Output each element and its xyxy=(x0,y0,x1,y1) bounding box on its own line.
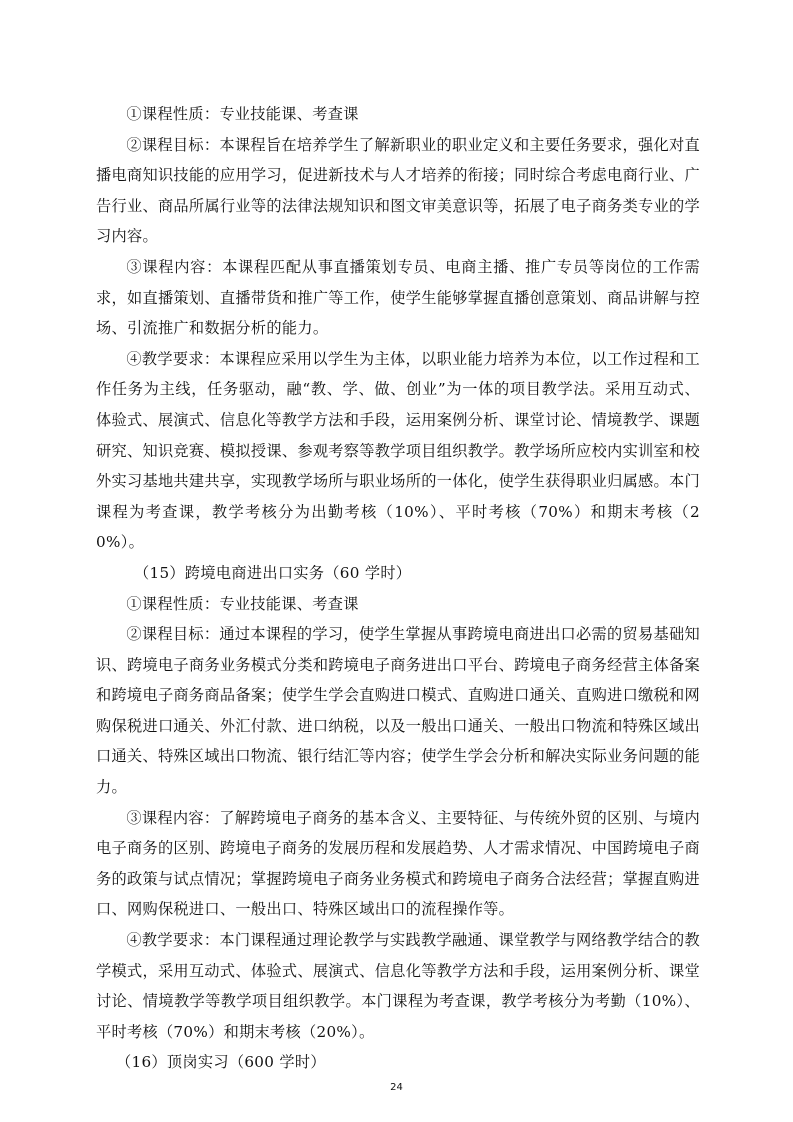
course14-objective: ②课程目标：本课程旨在培养学生了解新职业的职业定义和主要任务要求，强化对直播电商知识技能的应用学习，促进新技术与人才培养的衔接；同时综合考虑电商行业、广告行业、商品所属行业等的法律法规知识和图文审美意识等，拓展了电子商务类专业的学习内容。 xyxy=(96,135,701,246)
course14-nature: ①课程性质：专业技能课、考查课 xyxy=(126,105,359,123)
course16-heading: （16）顶岗实习（600 学时） xyxy=(116,1053,326,1072)
course15-requirements: ④教学要求：本门课程通过理论教学与实践教学融通、课堂教学与网络教学结合的教学模式，采用互动式、体验式、展演式、信息化等教学方法和手段，运用案例分析、课堂讨论、情境教学等教学项目组织教学。本门课程为考查课，教学考核分为考勤（10%）、平时考核（70%）和期末考核（20%）。 xyxy=(96,931,701,1041)
course15-objective: ②课程目标：通过本课程的学习，使学生掌握从事跨境电商进出口必需的贸易基础知识、跨境电子商务业务模式分类和跨境电子商务进出口平台、跨境电子商务经营主体备案和跨境电子商务商品备案；使学生学会直购进口模式、直购进口通关、直购进口缴税和网购保税进口通关、外汇付款、进口纳税，以及一般出口通关、一般出口物流和特殊区域出口通关、特殊区域出口物流、银行结汇等内容；使学生学会分析和解决实际业务问题的能力。 xyxy=(96,625,701,797)
course14-content: ③课程内容：本课程匹配从事直播策划专员、电商主播、推广专员等岗位的工作需求，如直播策划、直播带货和推广等工作，使学生能够掌握直播创意策划、商品讲解与控场、引流推广和数据分析的能力。 xyxy=(96,257,701,338)
page-number: 24 xyxy=(390,1082,403,1093)
course15-heading: （15）跨境电商进出口实务（60 学时） xyxy=(134,563,412,582)
course14-requirements: ④教学要求：本课程应采用以学生为主体，以职业能力培养为本位，以工作过程和工作任务为主线，任务驱动，融“教、学、做、创业”为一体的项目教学法。采用互动式、体验式、展演式、信息化等教学方法和手段，运用案例分析、课堂讨论、情境教学、课题研究、知识竞赛、模拟授课、参观考察等教学项目组织教学。教学场所应校内实训室和校外实习基地共建共享，实现教学场所与职业场所的一体化，使学生获得职业归属感。本门课程为考查课，教学考核分为出勤考核（10%）、平时考核（70%）和期末考核（20%）。 xyxy=(96,349,701,552)
course15-content: ③课程内容：了解跨境电子商务的基本含义、主要特征、与传统外贸的区别、与境内电子商务的区别、跨境电子商务的发展历程和发展趋势、人才需求情况、中国跨境电子商务的政策与试点情况；掌握跨境电子商务业务模式和跨境电子商务合法经营；掌握直购进口、网购保税进口、一般出口、特殊区域出口的流程操作等。 xyxy=(96,808,701,919)
course15-nature: ①课程性质：专业技能课、考查课 xyxy=(126,594,359,613)
document-body xyxy=(96,99,700,1078)
